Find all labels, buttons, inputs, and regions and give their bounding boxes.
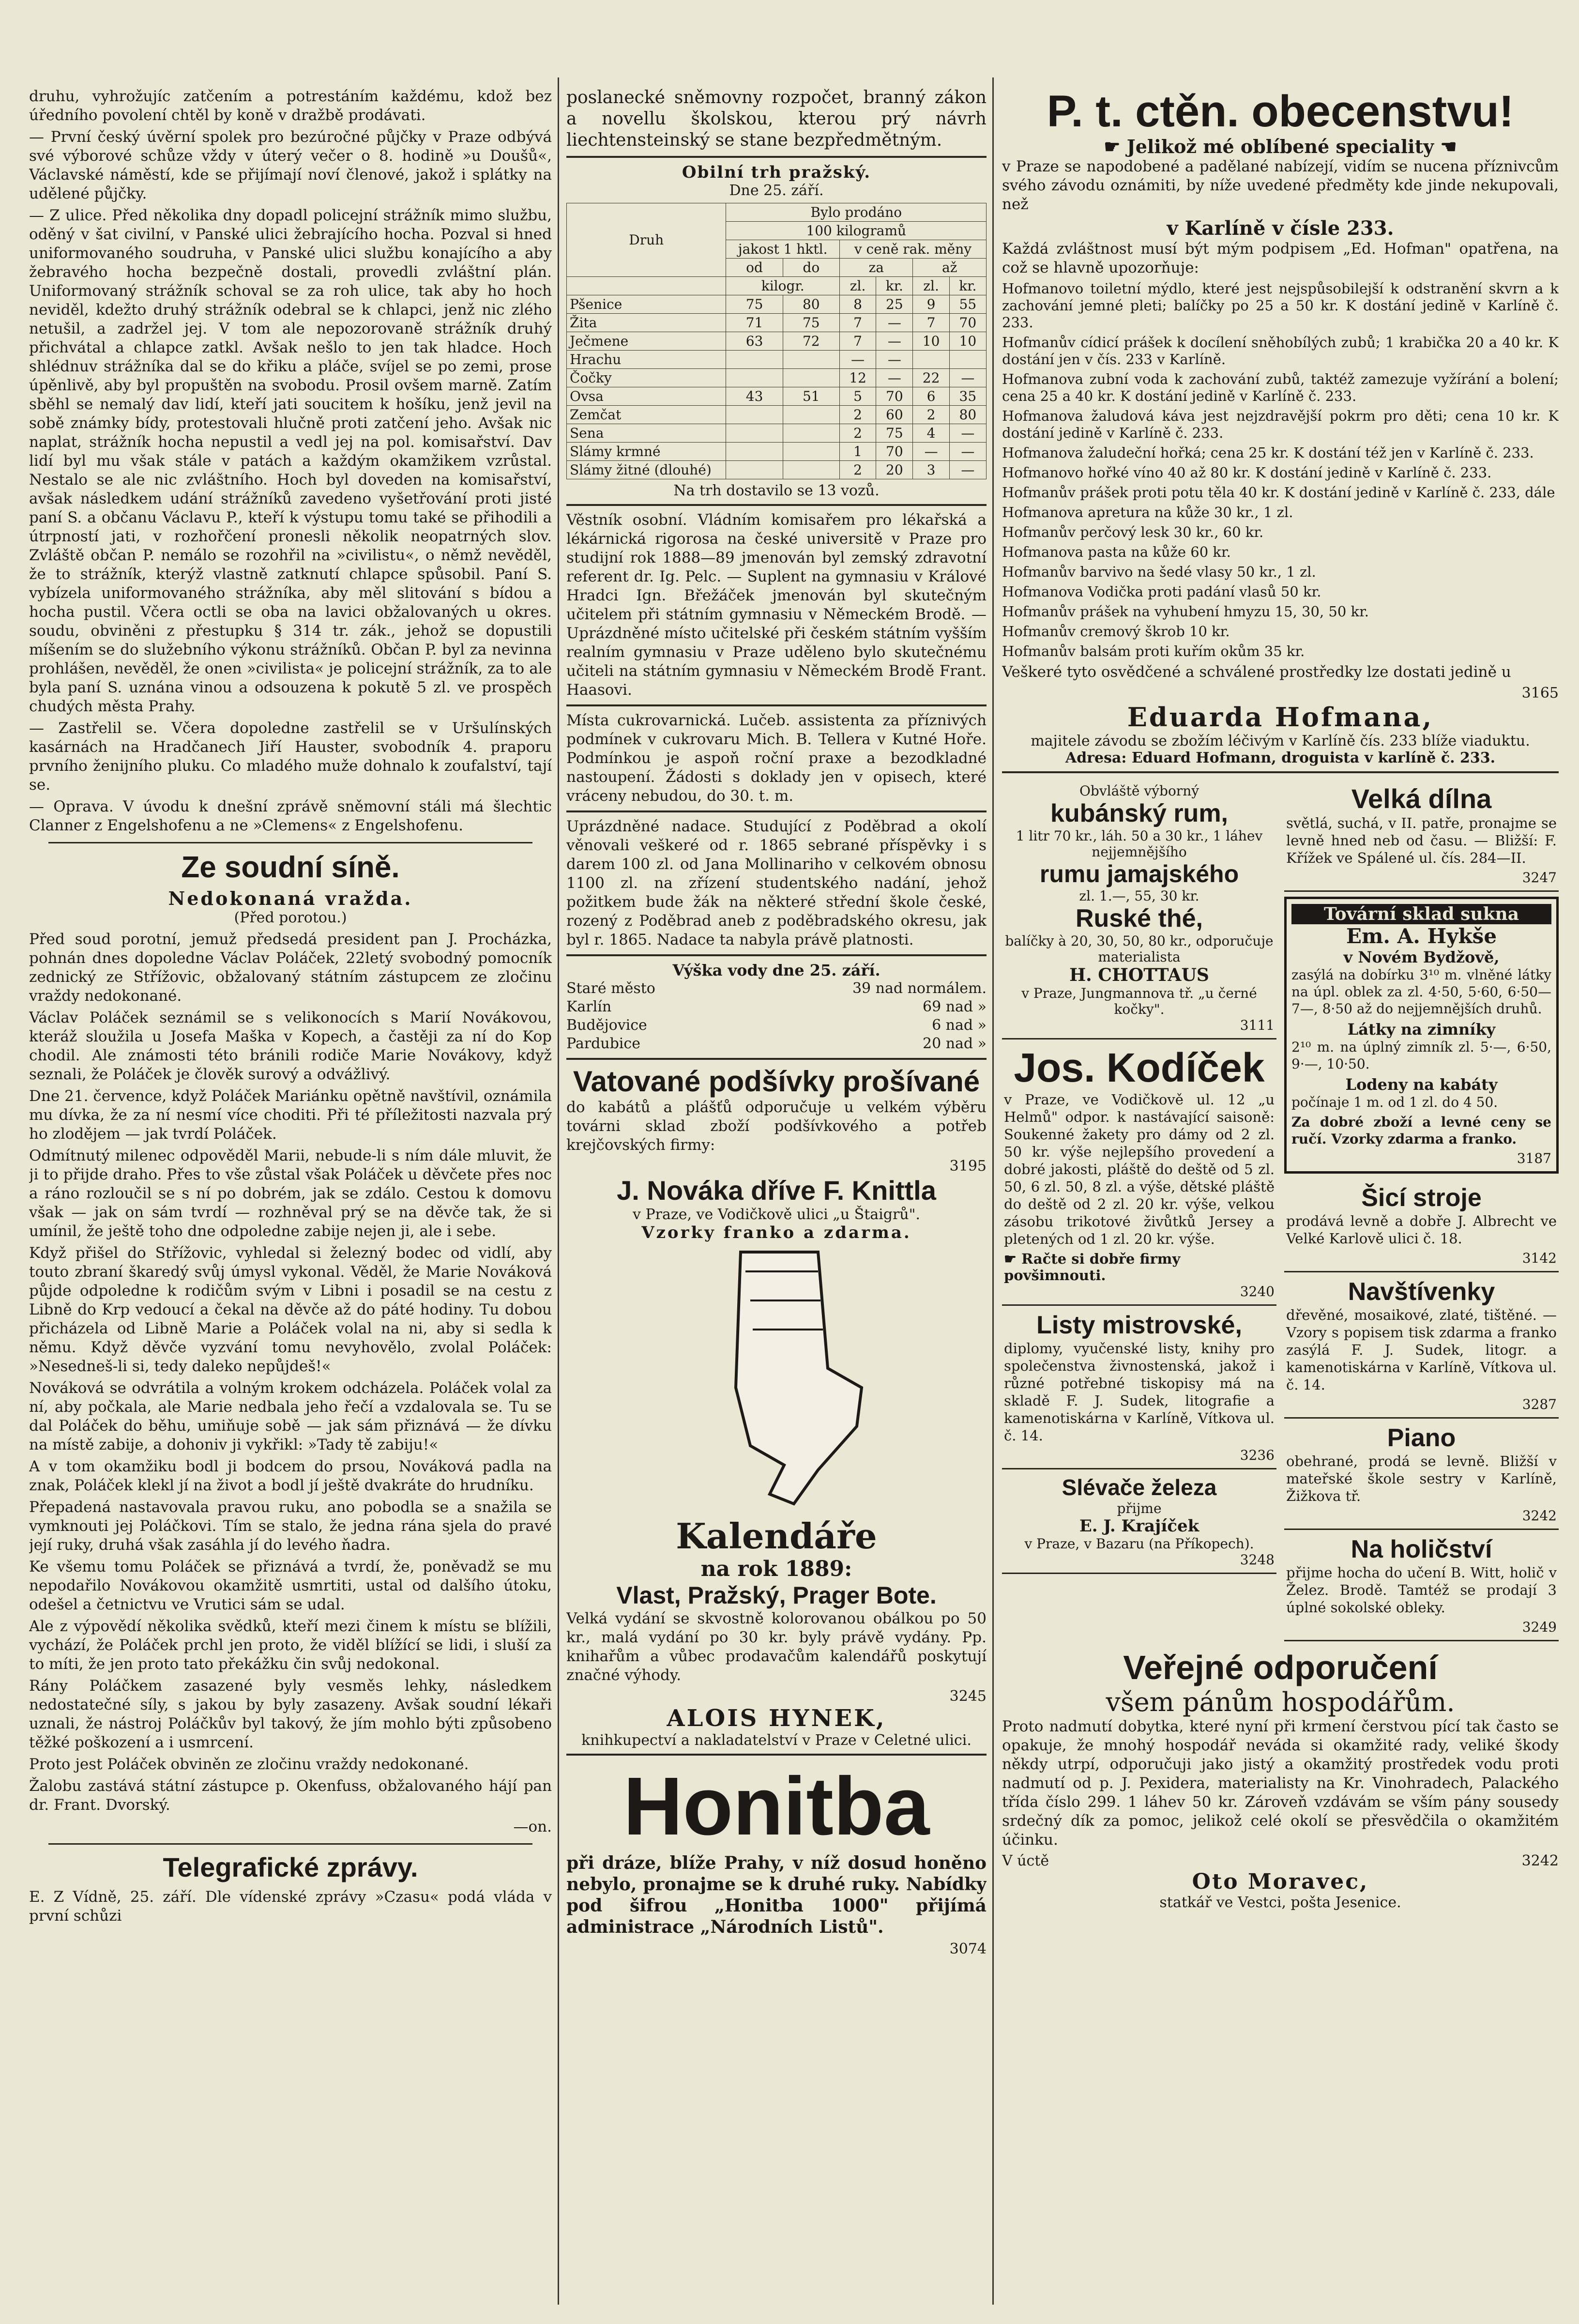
pointing-hand-icon: ☚ — [1434, 136, 1457, 157]
price-cell — [726, 406, 783, 424]
ad-title: Slévače železa — [1062, 1475, 1217, 1500]
ad-number: 3242 — [1522, 1508, 1557, 1524]
price-cell — [783, 461, 839, 479]
price-cell: 60 — [876, 406, 913, 424]
divider — [566, 504, 987, 506]
article-text: Uprázdněné nadace. Studující z Poděbrad a okolí věnovali veškeré od r. 1865 sebrané příspěvky i s darem 100 zl. od Jana Mollinariho v celkovém obnosu 1100 zl. na zřízení studentského nadání, jehož požitkem bude žák na některé střední škole české, rozený z Poděbrad aneb z poděbradského okresu, jak byl r. 1865. Nadace ta nabyla právě platnosti. — [566, 818, 987, 948]
price-cell — [783, 443, 839, 461]
ad-address: v Praze, Jungmannova tř. „u černé kočky". — [1021, 985, 1257, 1017]
price-cell: 70 — [876, 387, 913, 406]
table-header: do — [783, 259, 839, 277]
product-item: Hofmanův cídicí prášek k docílení sněhobílých zubů; 1 krabička 20 a 40 kr. K dostání jen v čís. 233 v Karlíně. — [1002, 334, 1559, 367]
ad-number: 3248 — [1240, 1552, 1275, 1568]
price-cell: 10 — [913, 332, 949, 351]
author-signature: —on. — [513, 1818, 552, 1835]
article-text: Přepadená nastavovala pravou ruku, ano pobodla se a snažila se vymknouti jej Poláčkovi. Tím se stalo, že jedna rána sjela do pravé její ruky, druhá však zasáhla jí do levého ňadra. — [29, 1498, 552, 1554]
price-cell: 43 — [726, 387, 783, 406]
water-row — [566, 1016, 987, 1035]
kodicek-ad — [1002, 1040, 1276, 1306]
ad-title: Tovární sklad sukna — [1291, 904, 1551, 924]
price-cell: 80 — [783, 295, 839, 314]
price-cell — [913, 351, 949, 369]
price-cell: 71 — [726, 314, 783, 332]
price-cell — [726, 461, 783, 479]
price-cell: 2 — [913, 406, 949, 424]
sici-ad — [1284, 1178, 1559, 1272]
ad-subtitle — [1002, 136, 1559, 157]
product-item: Hofmanův perčový lesk 30 kr., 60 kr. — [1002, 524, 1264, 540]
ad-pre: Obvláště výborný — [1079, 783, 1199, 799]
water-level: 69 nad » — [922, 998, 987, 1015]
price-cell: 12 — [839, 369, 876, 387]
ad-title: Vatované podšívky prošívané — [573, 1065, 980, 1098]
article-text: — Oprava. V úvodu k dnešní zprávě sněmovní stáli má šlechtic Clanner z Engelshofenu a ne »Clemens« z Engelshofenu. — [29, 798, 552, 834]
commodity-cell: Slámy žitné (dlouhé) — [567, 461, 726, 479]
table-header: až — [913, 259, 987, 277]
product-item: Hofmanovo toiletní mýdlo, které jest nejspůsobilejší k odstranění skvrn a k zachování jemné pleti; balíčky po 25 a 50 kr. K dostání jedině v Karlíně č. 233. — [1002, 280, 1559, 331]
commodity-cell: Žita — [567, 314, 726, 332]
water-row — [566, 1035, 987, 1053]
article-text: Odmítnutý milenec odpověděl Marii, nebude-li s ním dále mluvit, že ji to přijde draho. Přes to vše zůstal však Poláček u děvčete přes noc a ráno rozloučil se s ní po dobrém, jak se zdálo. Cestou k domovu však — jak on sám tvrdí — rozhněval prý se na děvče tak, že si umínil, že ještě toho dne odpoledne zabije nejen ji, ale i sebe. — [29, 1147, 552, 1240]
listy-ad — [1002, 1306, 1276, 1469]
article-text: poslanecké sněmovny rozpočet, branný zákon a novellu školskou, kterou prý návrh liechtensteinský se stane bezpředmětným. — [566, 88, 987, 150]
table-header: za — [839, 259, 912, 277]
price-cell: — — [839, 351, 876, 369]
commodity-cell: Sena — [567, 424, 726, 443]
ad-text: v Praze se napodobené a padělané nabízejí, vidím se nucena příznivcům svého závodu oznámiti, by níže uvedené předměty kde jinde nekupovali, než — [1002, 158, 1559, 213]
ad-number: 3142 — [1522, 1250, 1557, 1266]
article-text: Nováková se odvrátila a volným krokem odcházela. Poláček volal za ní, aby počkala, ale Marie nedbala jeho řečí a vzdalovala se. Tu se dal Poláček do běhu, umiňuje sobě — jak sám přiznává — že dívku na místě zabije, a dohoniv ji vykřikl: »Tady tě zabiju!« — [29, 1379, 552, 1453]
article-text: Proto jest Poláček obviněn ze zločinu vraždy nedokonané. — [29, 1756, 469, 1773]
ad-number: 3249 — [1522, 1619, 1557, 1635]
ad-subtitle: všem pánům hospodářům. — [1106, 1687, 1455, 1717]
commodity-cell: Zemčat — [567, 406, 726, 424]
table-header: v ceně rak. měny — [839, 240, 986, 259]
column-1 — [29, 87, 552, 2309]
ad-text: balíčky à 20, 30, 50, 80 kr., odporučuje materialista — [1005, 933, 1274, 965]
water-levels — [566, 979, 987, 1053]
rum-ad — [1002, 778, 1276, 1040]
ad-text: majitele závodu se zbožím léčivým v Karlíně čís. 233 blíže viaduktu. — [1031, 733, 1530, 749]
ad-number: 3245 — [949, 1688, 987, 1705]
price-cell: — — [949, 369, 986, 387]
table-row — [567, 406, 987, 424]
price-cell: 9 — [913, 295, 949, 314]
article-text: E. Z Vídně, 25. září. Dle vídenské zprávy »Czasu« podá vláda v první schůzi — [29, 1888, 552, 1925]
ad-signature: Oto Moravec, — [1192, 1869, 1369, 1894]
dilna-ad — [1284, 778, 1559, 892]
ad-subtitle: Lodeny na kabáty — [1345, 1075, 1498, 1094]
product-item: Hofmanův prášek na vyhubení hmyzu 15, 30, 50 kr. — [1002, 603, 1369, 620]
price-cell: — — [913, 443, 949, 461]
market-date: Dne 25. září. — [729, 182, 824, 199]
product-item: Hofmanovo hořké víno 40 až 80 kr. K dostání jedině v Karlíně č. 233. — [1002, 464, 1492, 481]
divider — [1002, 771, 1559, 773]
article-subtitle: (Před porotou.) — [234, 909, 347, 926]
price-cell — [783, 424, 839, 443]
price-cell: 55 — [949, 295, 986, 314]
ad-number: 3074 — [949, 1941, 987, 1957]
column-3 — [1002, 87, 1559, 2309]
ad-text: Velká vydání se skvostně kolorovanou obálkou po 50 kr., malá vydání po 30 kr. byly právě vydány. Pp. knihařům a vůbec prodavačům kalendářů poskytují značné výhody. — [566, 1610, 987, 1684]
price-cell: — — [876, 332, 913, 351]
ad-text: zl. 1.—, 55, 30 kr. — [1079, 888, 1199, 904]
ad-address: v Karlíně v čísle 233. — [1167, 217, 1394, 240]
ad-firm: H. CHOTTAUS — [1069, 965, 1209, 985]
ad-subtitle: na rok 1889: — [700, 1557, 852, 1581]
ad-text: Veškeré tyto osvědčené a schválené prostředky lze dostati jedině u — [1002, 663, 1511, 681]
product-item: Hofmanova Vodička proti padání vlasů 50 kr. — [1002, 583, 1321, 600]
ad-title: P. t. ctěn. obecenstvu! — [1047, 87, 1514, 136]
table-header: kilogr. — [726, 277, 839, 295]
ad-address: knihkupectví a nakladatelství v Praze v Celetné ulici. — [581, 1732, 972, 1749]
price-cell: 70 — [876, 443, 913, 461]
divider — [566, 156, 987, 158]
article-text: Když přišel do Střížovic, vyhledal si železný bodec od vidlí, aby touto zbraní škaredý svůj úmysl vykonal. Věděl, že Marie Nováková půjde odpoledne k rodičům svým v Libni i posadil se na cestu z Libně do Krp vedoucí a čekal na děvče až do páté hodiny. Tu dobou přicházela od Libně Marie a Poláček volal na ni, aby si sedla k němu. Když děvče vyzvání tomu nevyhovělo, zvolal Poláček: »Nesedneš-li si, tedy daleko nepůjdeš!« — [29, 1244, 552, 1375]
price-cell: 5 — [839, 387, 876, 406]
water-title: Výška vody dne 25. září. — [672, 961, 881, 979]
article-text: Před soud porotní, jemuž předsedá president pan J. Procházka, pohnán dnes dopoledne Václav Poláček, 22letý svobodný pomocník zednický ze Střížovic, obžalovaný státním zástupcem ze zločinu vraždy nedokonané. — [29, 931, 552, 1005]
ad-text: dřevěné, mosaikové, zlaté, tištěné. — Vzory s popisem tisk zdarma a franko zasýlá F. J. Sudek, litogr. a kamenotiskárna v Karlíně, Vítkova ul. č. 14. — [1286, 1307, 1557, 1393]
navstivenky-ad — [1284, 1272, 1559, 1419]
market-table — [566, 203, 987, 479]
price-cell: 4 — [913, 424, 949, 443]
price-cell: 22 — [913, 369, 949, 387]
price-cell: 10 — [949, 332, 986, 351]
price-cell: 75 — [783, 314, 839, 332]
price-cell: 72 — [783, 332, 839, 351]
table-row — [567, 424, 987, 443]
price-cell — [949, 351, 986, 369]
table-row — [567, 387, 987, 406]
table-row — [567, 369, 987, 387]
ad-address: v Praze, v Bazaru (na Příkopech). — [1024, 1536, 1254, 1552]
ad-text: Proto nadmutí dobytka, které nyní při krmení čerstvou pící tak často se opakuje, že mnohý hospodář neváda si okamžité rady, veliké škody někdy utrpí, odporučuji jako jistý a okamžitý prostředek vodu proti nadmutí od p. J. Pexidera, materialisty na Kr. Vinohradech, Palackého třída číslo 299. 1 láhev 50 kr. Zároveň vzdávám se vším pány sousedy srdečný dík za pomoc, jelikož celé okolí se přesvědčila o okamžitém účinku. — [1002, 1718, 1559, 1849]
ad-address: v Novém Bydžově, — [1343, 948, 1500, 966]
price-cell: 75 — [876, 424, 913, 443]
ad-number: 3187 — [1517, 1150, 1551, 1166]
ad-title: kubánský rum, — [1050, 799, 1229, 827]
ad-title: Jos. Kodíček — [1014, 1045, 1265, 1090]
product-item: Hofmanova žaludeční hořká; cena 25 kr. K dostání též jen v Karlíně č. 233. — [1002, 444, 1534, 461]
column-rule — [992, 77, 994, 2305]
water-place: Pardubice — [566, 1035, 640, 1052]
ad-firm: J. Nováka dříve F. Knittla — [617, 1175, 936, 1206]
price-cell: 25 — [876, 295, 913, 314]
holicstvi-ad — [1284, 1530, 1559, 1641]
pointing-hand-icon — [566, 1242, 987, 1514]
table-row — [567, 332, 987, 351]
ad-number: 3236 — [1240, 1447, 1275, 1463]
ads-left — [1002, 778, 1276, 1641]
table-header: zl. — [913, 277, 949, 295]
article-text: Ale z výpovědí několika svědků, kteří mezi činem k místu se blížili, vychází, že Poláček prchl jen proto, že viděl blížící se lidi, i sluší za to míti, že jen proto tato překážku čin svůj nedokonal. — [29, 1618, 552, 1673]
divider — [566, 704, 987, 706]
pointing-hand-icon: ☛ — [1104, 136, 1127, 157]
ad-number: 3240 — [1240, 1284, 1275, 1300]
commodity-cell: Čočky — [567, 369, 726, 387]
price-cell: 7 — [839, 314, 876, 332]
table-header: 100 kilogramů — [726, 222, 987, 240]
ad-title: Velká dílna — [1351, 783, 1492, 814]
table-header: kr. — [876, 277, 913, 295]
ad-note-text: Račte si dobře firmy povšimnouti. — [1004, 1251, 1181, 1284]
table-row — [567, 461, 987, 479]
ad-number: 3165 — [1521, 685, 1559, 702]
ad-footer — [1002, 1852, 1559, 1869]
column-rule — [558, 77, 559, 2305]
price-cell: 80 — [949, 406, 986, 424]
market-note: Na trh dostavilo se 13 vozů. — [673, 482, 880, 499]
ad-names: Vlast, Pražský, Prager Bote. — [616, 1582, 937, 1609]
table-header: zl. — [839, 277, 876, 295]
ad-closing: V úctě — [1002, 1852, 1049, 1869]
pointing-hand-icon: ☛ — [1004, 1251, 1022, 1267]
price-cell: — — [876, 314, 913, 332]
price-cell: — — [949, 461, 986, 479]
divider — [48, 842, 532, 843]
price-cell: 7 — [913, 314, 949, 332]
water-level: 6 nad » — [932, 1017, 987, 1034]
table-row — [567, 443, 987, 461]
price-cell — [726, 443, 783, 461]
ad-number: 3287 — [1522, 1396, 1557, 1412]
product-item: Hofmanův balsám proti kuřím okům 35 kr. — [1002, 643, 1305, 659]
ad-text: přijme — [1117, 1500, 1162, 1516]
ad-text: do kabátů a plášťů odporučuje u velkém výběru továrni sklad zboží podšívkového a potřeb krejčovských firmy: — [566, 1099, 987, 1154]
commodity-cell: Slámy krmné — [567, 443, 726, 461]
ad-signature-title: statkář ve Vestci, pošta Jesenice. — [1159, 1894, 1401, 1911]
ad-text: diplomy, vyučenské listy, knihy pro společenstva živnostenská, jakož i různé potřebné tiskopisy má na skladě F. J. Sudek, litografie a kamenotiskárna v Karlíně, Vítkova ul. č. 14. — [1004, 1340, 1275, 1444]
price-cell: 75 — [726, 295, 783, 314]
market-title: Obilní trh pražský. — [682, 163, 871, 182]
article-text: — Z ulice. Před několika dny dopadl policejní strážník mimo službu, oděný v šat civilní, v Panské ulici žebrajícího hocha. Pozval si hned uniformovaného soudruha, v Panské ulici službu konajícího a aby žebravého hocha bezpečně dostali, provedli zvláštní plán. Uniformovaný strážník schoval se za roh ulice, tak aby ho hoch neviděl, kdežto druhý strážník odebral se k chlapci, jenž nic zlého netušil, a zadržel jej. V tom ale nepozorovaně strážník druhý přichvátal a chlapce zatkl. Avšak nešlo to jen tak hladce. Hoch shlédnuv strážníka dal se do křiku a pláče, svíjel se po zemi, prose úpěnlivě, aby byl propuštěn na svobodu. Prosil ovšem marně. Zatím sběhl se nemalý dav lidí, kteří jati soucitem k hošíku, jenž jevil na sobě známky bídy, protestovali hlučně proti zatčení jeho. Avšak nic naplat, strážník hocha nepustil a vedl jej na pol. komisařství. Dav lidí byl mu však stále v patách a každým okamžikem vzrůstal. Nestalo se ale nic zvláštního. Hoch byl doveden na komisařství, avšak následkem udání strážníků zavedeno vyšetřování proti jisté paní S. a občanu Václavu P., kteří k výstupu tomu také se přihodili a útrpností jati, v rozhořčení pronesli několik neopatrných slov. Zvláště občan P. nemálo se rozohřil na »civilistu«, o němž nevěděl, že to strážník, kterýž vlastně zatknutí chlapce spůsobil. Paní S. vybízela uniformovaného strážníka, aby měl slitování s bídou a hocha pustil. Včera octli se oba na lavici obžalovaných u okres. soudu, obviněni z přestupku § 314 tr. zák., jehož se dopustili míšením se do služebního výkonu strážníků. Občan P. byl za nevinna prohlášen, nevěděl, že onen »civilista« je policejní strážník, za to ale byla paní S. uznána vinou a odsouzena k pokutě 5 zl. ve prospěch chudých města Prahy. — [29, 207, 552, 715]
table-header: jakost 1 hktl. — [726, 240, 839, 259]
column-2 — [566, 87, 987, 2309]
ad-text: 2¹⁰ m. na úplný zimník zl. 5·—, 6·50, 9·—, 10·50. — [1291, 1039, 1551, 1072]
ad-number: 3195 — [949, 1158, 987, 1175]
ad-number: 3247 — [1522, 870, 1557, 886]
price-cell — [726, 351, 783, 369]
price-cell — [726, 369, 783, 387]
water-place: Staré město — [566, 980, 655, 997]
price-cell: 20 — [876, 461, 913, 479]
ad-text: obehrané, prodá se levně. Bližší v mateřské škole sestry v Karlíně, Žižkova tř. — [1286, 1453, 1557, 1504]
ad-title: Veřejné odporučení — [1123, 1649, 1438, 1686]
divider — [48, 1843, 532, 1845]
ad-title: Na holičství — [1351, 1535, 1492, 1563]
water-place: Budějovice — [566, 1017, 647, 1034]
price-cell: 63 — [726, 332, 783, 351]
price-cell: — — [876, 351, 913, 369]
article-text: Místa cukrovarnická. Lučeb. assistenta za příznivých podmínek v cukrovaru Mich. B. Tellera v Kutné Hoře. Podmínkou je aspoň roční praxe a bezodkladné nastoupení. Žádosti s doklady jen v opisech, které vráceny nebudou, do 30. t. m. — [566, 712, 987, 805]
table-header: Bylo prodáno — [726, 203, 987, 222]
ads-row — [1002, 778, 1559, 1641]
ad-firm: Eduarda Hofmana, — [1127, 702, 1434, 733]
article-text: Žalobu zastává státní zástupce p. Okenfuss, obžalovaného hájí pan dr. Frant. Dvorský. — [29, 1777, 552, 1814]
table-header: od — [726, 259, 783, 277]
ad-title: Honitba — [623, 1760, 930, 1852]
water-row — [566, 979, 987, 998]
divider — [566, 810, 987, 812]
product-list — [1002, 280, 1559, 660]
price-cell: 2 — [839, 406, 876, 424]
price-cell — [783, 369, 839, 387]
price-cell — [783, 351, 839, 369]
divider — [566, 954, 987, 956]
table-header: Druh — [567, 203, 726, 277]
ad-title: Ruské thé, — [1076, 904, 1203, 933]
product-item: Hofmanův barvivo na šedé vlasy 50 kr., 1 zl. — [1002, 564, 1316, 580]
ad-text: světlá, suchá, v II. patře, pronajme se levně hned neb od času. — Bližší: F. Křížek ve Spálené ul. čís. 284—II. — [1286, 815, 1557, 866]
ad-text: 1 litr 70 kr., láh. 50 a 30 kr., 1 láhev nejjemnějšího — [1016, 828, 1263, 860]
commodity-cell: Hrachu — [567, 351, 726, 369]
water-row — [566, 998, 987, 1016]
ad-text: Za dobré zboží a levné ceny se ručí. Vzorky zdarma a franko. — [1291, 1114, 1551, 1147]
product-item: Hofmanova apretura na kůže 30 kr., 1 zl. — [1002, 504, 1293, 520]
product-item: Hofmanova pasta na kůže 60 kr. — [1002, 544, 1231, 560]
piano-ad — [1284, 1419, 1559, 1530]
ad-firm: Em. A. Hykše — [1346, 924, 1497, 948]
price-cell: 2 — [839, 461, 876, 479]
ads-right — [1284, 778, 1559, 1641]
ad-firm: ALOIS HYNEK, — [667, 1705, 886, 1732]
price-cell: — — [949, 443, 986, 461]
article-title: Nedokonaná vražda. — [168, 887, 413, 909]
price-cell: 7 — [839, 332, 876, 351]
ad-text: počínaje 1 m. od 1 zl. do 4 50. — [1291, 1094, 1498, 1110]
ad-text: Každá zvláštnost musí být mým podpisem „Ed. Hofman" opatřena, na což se hlavně upozorňuje: — [1002, 240, 1559, 276]
slevace-ad — [1002, 1469, 1276, 1574]
section-title: Ze soudní síně. — [181, 851, 400, 884]
ad-title: Navštívenky — [1348, 1278, 1495, 1306]
table-header: kr. — [949, 277, 986, 295]
ad-number: 3111 — [1240, 1017, 1275, 1033]
ad-firm: E. J. Krajíček — [1079, 1516, 1199, 1536]
article-text: druhu, vyhrožujíc zatčením a potrestáním každému, kdož bez úředního povolení chtěl by koně v dražbě prodávati. — [29, 88, 552, 124]
commodity-cell: Ječmene — [567, 332, 726, 351]
ad-text: prodává levně a dobře J. Albrecht ve Velké Karlově ulici č. 18. — [1286, 1213, 1557, 1247]
ad-title: Kalendáře — [676, 1515, 877, 1557]
article-text: Věstník osobní. Vládním komisařem pro lékařská a lékárnická rigorosa na české universitě v Praze pro studijní rok 1888—89 jmenován byl zemský zdravotní referent dr. Ig. Pelc. — Suplent na gymnasiu v Králové Hradci Ign. Břežáček jmenován byl skutečným učitelem při státním gymnasiu v Německém Brodě. — Uprázdněné místo učitelské při českém státním vyšším realním gymnasiu v Praze uděleno bylo skutečnému učiteli na státním gymnasiu v Německém Brodě Frant. Haasovi. — [566, 511, 987, 699]
price-cell — [726, 424, 783, 443]
article-text: Václav Poláček seznámil se s velikonocích s Marií Novákovou, kteráž sloužila u Josefa Maška v Kopech, a častěji za ní do Kop chodil. Ale známosti této bránili rodiče Marie Novákovy, když seznali, že Poláček je člověk surový a odvážlivý. — [29, 1009, 552, 1083]
ad-address: v Praze, ve Vodičkově ulici „u Štaigrů". — [633, 1206, 920, 1223]
ad-text: při dráze, blíže Prahy, v níž dosud honěno nebylo, pronajme se k druhé ruky. Nabídky pod šifrou „Honitba 1000" přijímá administrace „Národních Listů". — [566, 1853, 987, 1937]
article-text: — První český úvěrní spolek pro bezúročné půjčky v Praze odbývá své výborové schůze vždy v úterý večer o 8. hodině »u Doušů«, Václavské náměstí, kde se přijímají noví členové, jakož i splátky na udělené půjčky. — [29, 128, 552, 202]
sukno-ad — [1284, 897, 1559, 1174]
article-text: Rány Poláčkem zasazené byly vesměs lehky, následkem nedostatečné síly, s jakou by byly zasazeny. Avšak soudní lékaři uznali, že nástroj Poláčkův byl takový, že jím mohlo býti způsobeno těžké poškození a i usmrcení. — [29, 1677, 552, 1751]
ad-subtitle: Látky na zimníky — [1347, 1020, 1496, 1039]
price-cell: 3 — [913, 461, 949, 479]
water-level: 20 nad » — [922, 1035, 987, 1052]
article-text: Dne 21. července, když Poláček Mariánku opětně navštívil, oznámila mu dívka, že za ní nesmí více choditi. Při té příležitosti nazvala prý ho zlodějem — jak tvrdí Poláček. — [29, 1087, 552, 1143]
product-item: Hofmanova žaludová káva jest nejzdravější pokrm pro děti; cena 10 kr. K dostání jedině v Karlíně č. 233. — [1002, 408, 1559, 441]
ad-number: 3242 — [1521, 1852, 1559, 1869]
ad-title: rumu jamajského — [1039, 860, 1239, 887]
price-cell: — — [876, 369, 913, 387]
price-cell — [783, 406, 839, 424]
article-text: Ke všemu tomu Poláček se přiznává a tvrdí, že, poněvadž se mu nepodařilo Novákovou okamžitě usmrtiti, ustal od dalšího útoku, odešel a četnictvu ve Vrutici sám se udal. — [29, 1558, 552, 1613]
ad-title: Piano — [1387, 1424, 1456, 1452]
commodity-cell: Ovsa — [567, 387, 726, 406]
price-cell: 8 — [839, 295, 876, 314]
ad-address: Adresa: Eduard Hofmann, droguista v karlíně č. 233. — [1065, 749, 1496, 766]
ad-title: Šicí stroje — [1361, 1184, 1482, 1212]
ad-text: v Praze, ve Vodičkově ul. 12 „u Helmů" odpor. k nastávající saisoně: Soukenné žakety pro dámy od 2 zl. 50 kr. výše nejlepšího provedení a dobré jakosti, pláště do deště od 5 zl. 50, 6 zl. 50, 8 zl. a výše, dětské pláště do deště od 2 zl. 20 kr. výše, velkou zásobu trikotové živůtků Jersey a pletených od 1 zl. 20 kr. výše. — [1004, 1091, 1275, 1247]
ad-note: Vzorky franko a zdarma. — [641, 1223, 911, 1242]
ad-title: Listy mistrovské, — [1036, 1311, 1242, 1339]
price-cell: 1 — [839, 443, 876, 461]
article-text: — Zastřelil se. Včera dopoledne zastřelil se v Uršulínských kasárnách na Hradčanech Jiří Hauster, svobodník 4. praporu prvního ženijního pluku. Co mladého muže dohnalo k zoufalství, tají se. — [29, 719, 552, 794]
table-row — [567, 351, 987, 369]
ad-subtitle-text: Jelikož mé oblíbené speciality — [1126, 136, 1434, 157]
divider — [566, 1754, 987, 1756]
ad-text: zasýlá na dobírku 3¹⁰ m. vlněné látky na úpl. oblek za zl. 4·50, 5·60, 6·50—7—, 8·50 až do nejjemnějších druhů. — [1291, 967, 1551, 1017]
commodity-cell: Pšenice — [567, 295, 726, 314]
price-cell: — — [949, 424, 986, 443]
ad-note — [1004, 1251, 1275, 1284]
water-level: 39 nad normálem. — [852, 980, 987, 997]
price-cell: 70 — [949, 314, 986, 332]
table-row — [567, 314, 987, 332]
product-item: Hofmanův prášek proti potu těla 40 kr. K dostání jedině v Karlíně č. 233, dále — [1002, 484, 1555, 501]
price-cell: 51 — [783, 387, 839, 406]
article-text: A v tom okamžiku bodl ji bodcem do prsou, Nováková padla na znak, Poláček klekl jí na život a bodl jí ještě dvakráte do hrudníku. — [29, 1458, 552, 1494]
product-item: Hofmanova zubní voda k zachování zubů, taktéž zamezuje vyžírání a bolení; cena 25 a 40 kr. K dostání jedině v Karlíně č. 233. — [1002, 371, 1559, 404]
price-cell: 6 — [913, 387, 949, 406]
price-cell: 35 — [949, 387, 986, 406]
ad-text: přijme hocha do učení B. Witt, holič v Želez. Brodě. Tamtéž se prodají 3 úplné sokolské obleky. — [1286, 1564, 1557, 1616]
water-place: Karlín — [566, 998, 612, 1015]
divider — [566, 1058, 987, 1060]
product-item: Hofmanův cremový škrob 10 kr. — [1002, 623, 1230, 640]
section-title: Telegrafické zprávy. — [163, 1852, 418, 1882]
price-cell: 2 — [839, 424, 876, 443]
table-row — [567, 295, 987, 314]
